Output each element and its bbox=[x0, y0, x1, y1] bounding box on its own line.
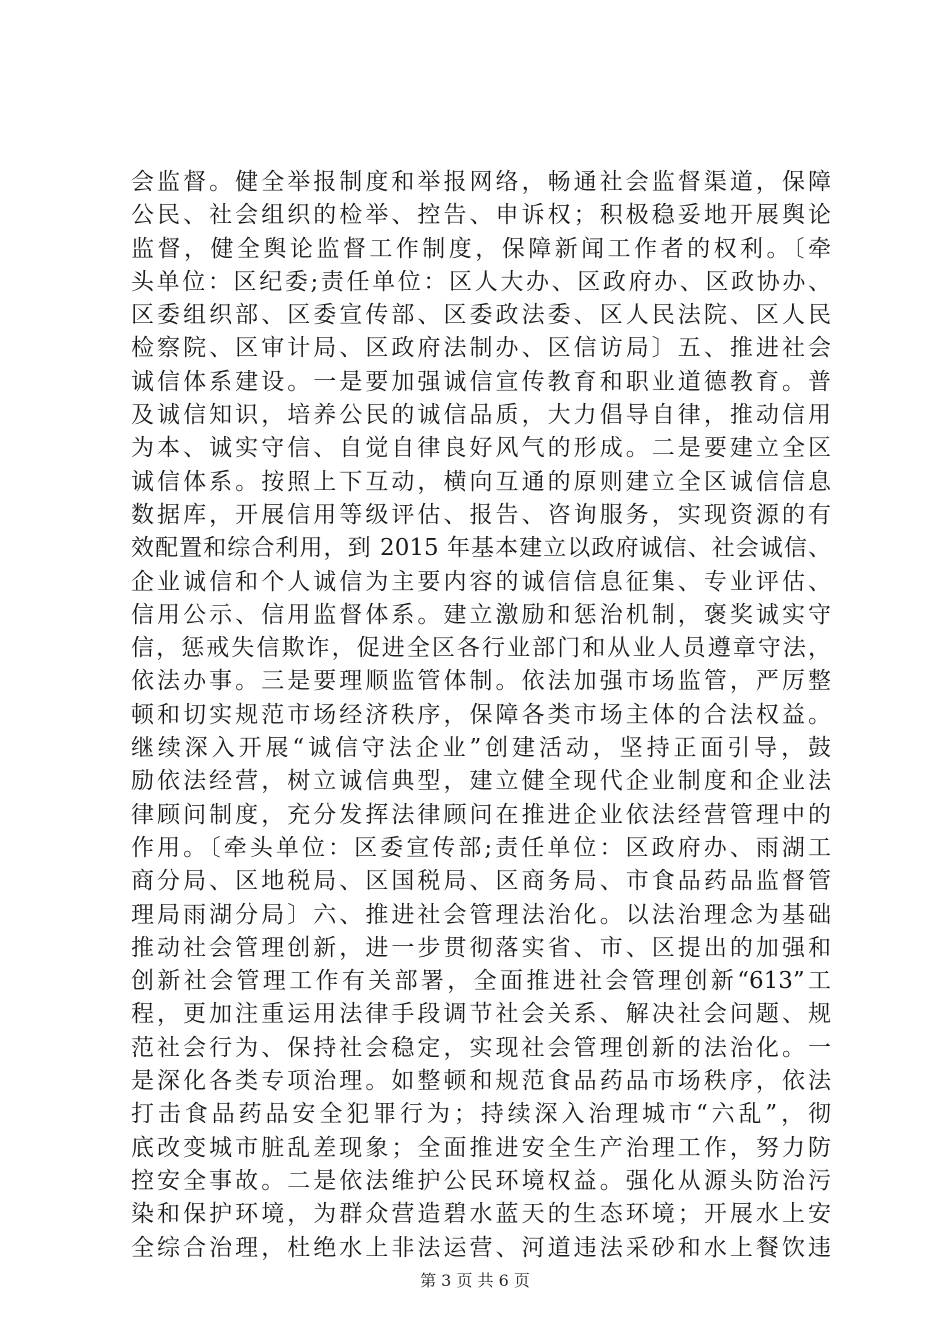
text-line: 全综合治理，杜绝水上非法运营、河道违法采砂和水上餐饮违 bbox=[131, 1234, 831, 1261]
body-text bbox=[131, 166, 831, 1265]
text-line: 商分局、区地税局、区国税局、区商务局、市食品药品监督管 bbox=[131, 868, 831, 895]
text-line: 继续深入开展“诚信守法企业”创建活动，坚持正面引导，鼓 bbox=[131, 735, 831, 762]
text-line: 企业诚信和个人诚信为主要内容的诚信信息征集、专业评估、 bbox=[131, 568, 831, 595]
text-line: 为本、诚实守信、自觉自律良好风气的形成。二是要建立全区 bbox=[131, 435, 831, 462]
text-line: 监督，健全舆论监督工作制度，保障新闻工作者的权利。〔牵 bbox=[131, 235, 831, 262]
text-line: 推动社会管理创新，进一步贯彻落实省、市、区提出的加强和 bbox=[131, 934, 831, 961]
text-line: 控安全事故。二是依法维护公民环境权益。强化从源头防治污 bbox=[131, 1167, 831, 1194]
text-line: 效配置和综合利用，到 2015 年基本建立以政府诚信、社会诚信、 bbox=[131, 535, 831, 562]
text-line: 公民、社会组织的检举、控告、申诉权；积极稳妥地开展舆论 bbox=[131, 202, 831, 229]
text-line: 程，更加注重运用法律手段调节社会关系、解决社会问题、规 bbox=[131, 1001, 831, 1028]
text-line: 是深化各类专项治理。如整顿和规范食品药品市场秩序，依法 bbox=[131, 1068, 831, 1095]
text-line: 及诚信知识，培养公民的诚信品质，大力倡导自律，推动信用 bbox=[131, 402, 831, 429]
text-line: 作用。〔牵头单位：区委宣传部;责任单位：区政府办、雨湖工 bbox=[131, 834, 831, 861]
text-line: 检察院、区审计局、区政府法制办、区信访局〕五、推进社会 bbox=[131, 335, 831, 362]
text-line: 头单位：区纪委;责任单位：区人大办、区政府办、区政协办、 bbox=[131, 268, 831, 295]
text-line: 励依法经营，树立诚信典型，建立健全现代企业制度和企业法 bbox=[131, 768, 831, 795]
text-line: 诚信体系。按照上下互动，横向互通的原则建立全区诚信信息 bbox=[131, 468, 831, 495]
text-line: 创新社会管理工作有关部署，全面推进社会管理创新“613”工 bbox=[131, 968, 831, 995]
text-line: 会监督。健全举报制度和举报网络，畅通社会监督渠道，保障 bbox=[131, 169, 831, 195]
text-line: 信用公示、信用监督体系。建立激励和惩治机制，褒奖诚实守 bbox=[131, 601, 831, 628]
text-line: 数据库，开展信用等级评估、报告、咨询服务，实现资源的有 bbox=[131, 501, 831, 528]
text-line: 底改变城市脏乱差现象；全面推进安全生产治理工作，努力防 bbox=[131, 1134, 831, 1161]
text-line: 依法办事。三是要理顺监管体制。依法加强市场监管，严厉整 bbox=[131, 668, 831, 695]
text-line: 律顾问制度，充分发挥法律顾问在推进企业依法经营管理中的 bbox=[131, 801, 831, 828]
text-line: 信，惩戒失信欺诈，促进全区各行业部门和从业人员遵章守法， bbox=[131, 635, 831, 662]
page-number-footer: 第 3 页 共 6 页 bbox=[420, 1271, 530, 1290]
text-line: 染和保护环境，为群众营造碧水蓝天的生态环境；开展水上安 bbox=[131, 1201, 831, 1228]
text-line: 诚信体系建设。一是要加强诚信宣传教育和职业道德教育。普 bbox=[131, 368, 831, 395]
text-line: 区委组织部、区委宣传部、区委政法委、区人民法院、区人民 bbox=[131, 302, 831, 329]
text-line: 打击食品药品安全犯罪行为；持续深入治理城市“六乱”，彻 bbox=[131, 1101, 831, 1128]
text-line: 范社会行为、保持社会稳定，实现社会管理创新的法治化。一 bbox=[131, 1034, 831, 1061]
text-line: 理局雨湖分局〕六、推进社会管理法治化。以法治理念为基础 bbox=[131, 901, 831, 928]
text-line: 顿和切实规范市场经济秩序，保障各类市场主体的合法权益。 bbox=[131, 701, 831, 728]
